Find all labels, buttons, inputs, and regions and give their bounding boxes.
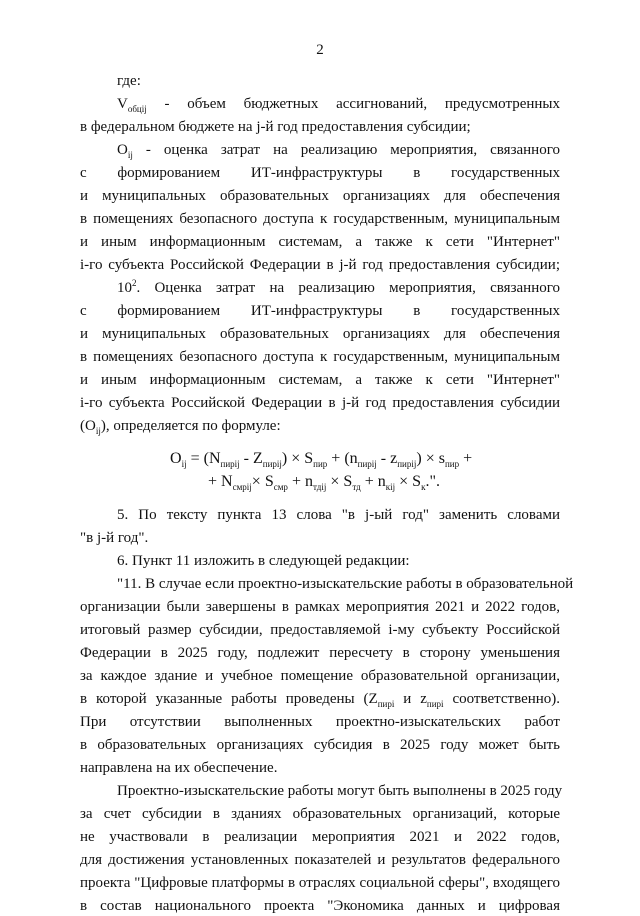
text-line: итоговый размер субсидии, предоставляемой i-му субъекту Российской [80, 622, 560, 638]
text-line: не участвовали в реализации мероприятия 2021 и 2022 годов, [80, 829, 560, 845]
text-line: проекта "Цифровые платформы в отраслях социальной сферы", входящего [80, 875, 560, 891]
text-line: с формированием ИТ-инфраструктуры в государственных [80, 303, 560, 319]
formula-line-1: $O_{ij} = (N_{пирij} - Z_{пирij}) \times S_{пир} + (n_{пирij} - z_{пирij}) \times s_{пир}$ + [170, 450, 473, 470]
text-line: в состав национального проекта "Экономика данных и цифровая [80, 898, 560, 914]
text-line: за счет субсидии в зданиях образовательных организаций, которые [80, 806, 560, 822]
text-line: в помещениях безопасного доступа к государственным, муниципальным [80, 211, 560, 227]
variable-z-lower: $z_{пирi}$ [420, 691, 444, 709]
text-line: в образовательных организациях субсидия в 2025 году может быть [80, 737, 560, 753]
page-number: 2 [316, 42, 324, 58]
text-line: где: [117, 73, 141, 89]
text-line: $(O_{ij})$, определяется по формуле: [80, 418, 281, 436]
text-line: организации были завершены в рамках мероприятия 2021 и 2022 годов, [80, 599, 560, 615]
item-number: $10^2$ [117, 278, 137, 296]
variable-v: $V_{обцij}$ [117, 96, 147, 114]
text-line: с формированием ИТ-инфраструктуры в государственных [80, 165, 560, 181]
text-line: и муниципальных образовательных организациях для обеспечения [80, 326, 560, 342]
text-line: для достижения установленных показателей и результатов федерального [80, 852, 560, 868]
text-line: $V_{обцij}$ - объем бюджетных ассигнований, предусмотренных [117, 96, 560, 114]
variable-o: $O_{ij}$ [85, 418, 101, 436]
text-line: $10^2$. Оценка затрат на реализацию мероприятия, связанного [117, 278, 560, 296]
text-line: При отсутствии выполненных проектно-изыскательских работ [80, 714, 560, 730]
text-line: i-го субъекта Российской Федерации в j-й год предоставления субсидии [80, 395, 560, 411]
text-line: за каждое здание и учебное помещение образовательной организации, [80, 668, 560, 684]
text-line: в которой указанные работы проведены ($Z_{пирi}$ и $z_{пирi}$ соответственно). [80, 691, 561, 709]
text-line: и иным информационным системам, а также к сети "Интернет" [80, 372, 560, 388]
text-line: "11. В случае если проектно-изыскательские работы в образовательной [117, 576, 574, 592]
variable-o: $O_{ij}$ [117, 142, 133, 160]
text-line: 5. По тексту пункта 13 слова "в j-ый год" заменить словами [117, 507, 560, 523]
text-line: i-го субъекта Российской Федерации в j-й год предоставления субсидии; [80, 257, 560, 273]
formula-line-2: + $N_{смрij}\times S_{смр} + n_{тдij} \times S_{тд} + n_{кij} \times S_к$.". [208, 473, 440, 493]
text-line: "в j-й год". [80, 530, 149, 546]
variable-z: $Z_{пирi}$ [368, 691, 395, 709]
text-line: 6. Пункт 11 изложить в следующей редакции: [117, 553, 410, 569]
text-line: направлена на их обеспечение. [80, 760, 278, 776]
text-line: $O_{ij}$ - оценка затрат на реализацию мероприятия, связанного [117, 142, 560, 160]
text-line: в помещениях безопасного доступа к государственным, муниципальным [80, 349, 560, 365]
text-line: Проектно-изыскательские работы могут быть выполнены в 2025 году [117, 783, 563, 799]
text-line: в федеральном бюджете на j-й год предоставления субсидии; [80, 119, 471, 135]
text-line: и иным информационным системам, а также к сети "Интернет" [80, 234, 560, 250]
text-line: Федерации в 2025 году, подлежит пересчету в сторону уменьшения [80, 645, 560, 661]
text-line: и муниципальных образовательных организациях для обеспечения [80, 188, 560, 204]
